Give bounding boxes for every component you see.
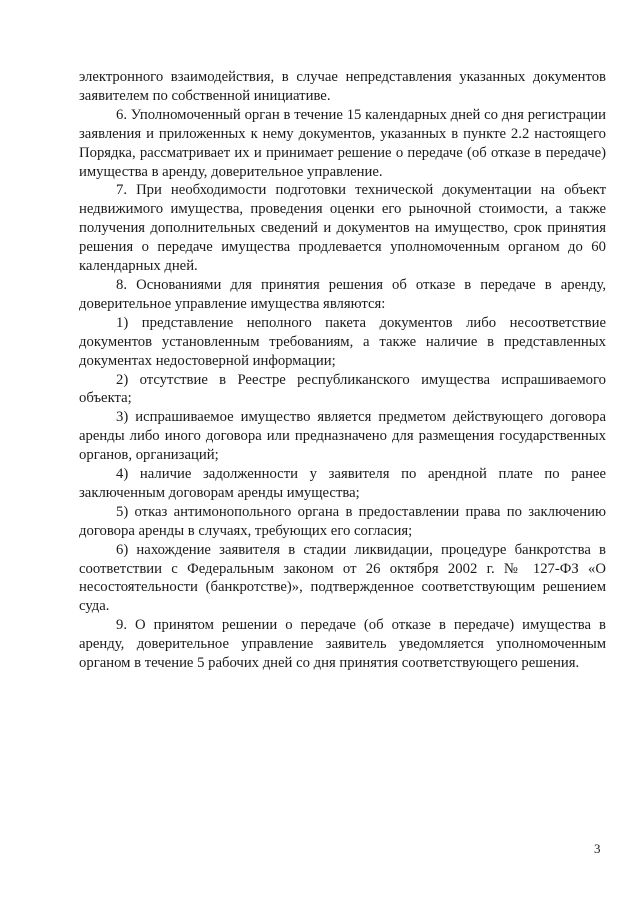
paragraph-item-6: 6. Уполномоченный орган в течение 15 календарных дней со дня регистрации заявления и приложенных к нему документов, указанных в пункте 2.2 настоящего Порядка, рассматривает их и принимает решение о передаче (об отказе в передаче) имущества в аренду, доверительное управление. [79, 106, 606, 180]
page-number: 3 [594, 841, 601, 856]
document-body [79, 68, 606, 673]
list-item-6: 6) нахождение заявителя в стадии ликвидации, процедуре банкротства в соответствии с Федеральным законом от 26 октября 2002 г. № 127-ФЗ «О несостоятельности (банкротстве)», подтвержденное соответствующим решением суда. [79, 541, 606, 615]
paragraph-item-9: 9. О принятом решении о передаче (об отказе в передаче) имущества в аренду, доверительное управление заявитель уведомляется уполномоченным органом в течение 5 рабочих дней со дня принятия соответствующего решения. [79, 617, 606, 672]
paragraph-item-8: 8. Основаниями для принятия решения об отказе в передаче в аренду, доверительное управление имущества являются: [79, 276, 606, 312]
list-item-4: 4) наличие задолженности у заявителя по арендной плате по ранее заключенным договорам аренды имущества; [79, 466, 606, 501]
list-item-5: 5) отказ антимонопольного органа в предоставлении права по заключению договора аренды в случаях, требующих его согласия; [79, 503, 606, 539]
paragraph-item-7: 7. При необходимости подготовки технической документации на объект недвижимого имущества, проведения оценки его рыночной стоимости, а также получения дополнительных сведений и документов на имущество, срок принятия решения о передаче имущества продлевается уполномоченным органом до 60 календарных дней. [79, 182, 606, 275]
list-item-1: 1) представление неполного пакета документов либо несоответствие документов установленным требованиям, а также наличие в представленных документах недостоверной информации; [79, 314, 606, 369]
list-item-3: 3) испрашиваемое имущество является предметом действующего договора аренды либо иного договора или предназначено для размещения государственных органов, организаций; [79, 409, 606, 464]
paragraph-continuation: электронного взаимодействия, в случае непредставления указанных документов заявителем по собственной инициативе. [79, 69, 606, 104]
list-item-2: 2) отсутствие в Реестре республиканского имущества испрашиваемого объекта; [79, 371, 606, 407]
